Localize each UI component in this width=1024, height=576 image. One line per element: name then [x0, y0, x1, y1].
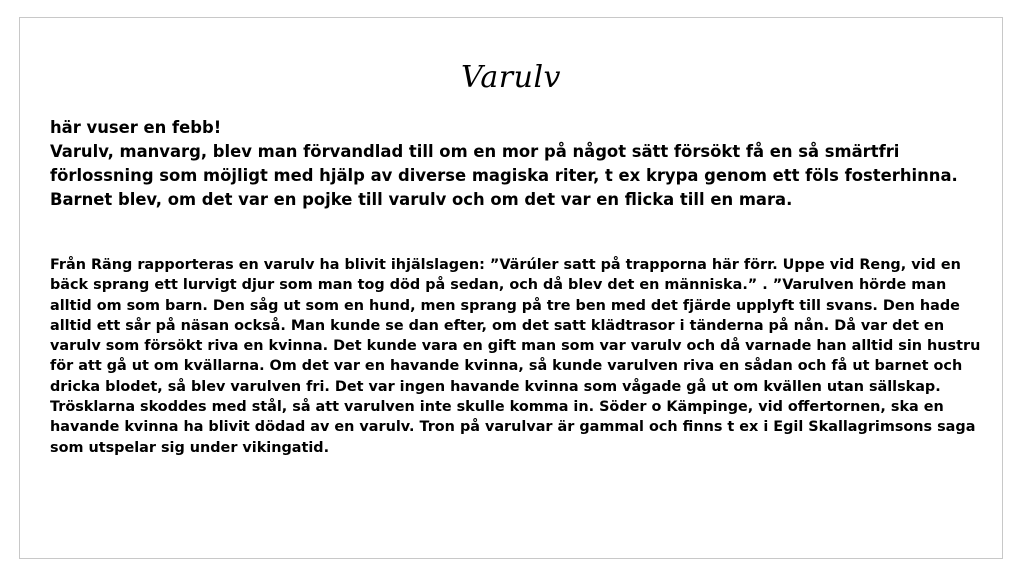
slide-title: Varulv — [460, 60, 561, 95]
intro-line: här vuser en febb! — [50, 118, 222, 137]
story-block — [50, 255, 990, 458]
intro-paragraph: Varulv, manvarg, blev man förvandlad till om en mor på något sätt försökt få en så smärtfri förlossning som möjligt med hjälp av diverse magiska riter, t ex krypa genom ett föls fosterhinna. Barnet blev, om det var en pojke till varulv och om det var en flicka till en mara. — [50, 142, 958, 209]
story-paragraph: Från Räng rapporteras en varulv ha blivit ihjälslagen: ”Värúler satt på trapporna här förr. Uppe vid Reng, vid en bäck sprang ett lurvigt djur som man tog död på sedan, och då blev det en människa.” . ”Varulven hörde man alltid om som barn. Den såg ut som en hund, men sprang på tre ben med det fjärde upplyft till svans. Den hade alltid ett sår på näsan också. Man kunde se dan efter, om det satt klädtrasor i tänderna på nån. Då var det en varulv som försökt riva en kvinna. Det kunde vara en gift man som var varulv och då varnade han alltid sin hustru för att gå ut om kvällarna. Om det var en havande kvinna, så kunde varulven riva en sådan och få ut barnet och dricka blodet, så blev varulven fri. Det var ingen havande kvinna som vågade gå ut om kvällen utan sällskap. Trösklarna skoddes med stål, så att varulven inte skulle komma in. Söder o Kämpinge, vid offertornen, ska en havande kvinna ha blivit dödad av en varulv. Tron på varulvar är gammal och finns t ex i Egil Skallagrimsons saga som utspelar sig under vikingatid. — [50, 257, 981, 456]
intro-block — [50, 116, 985, 212]
slide — [19, 17, 1003, 559]
